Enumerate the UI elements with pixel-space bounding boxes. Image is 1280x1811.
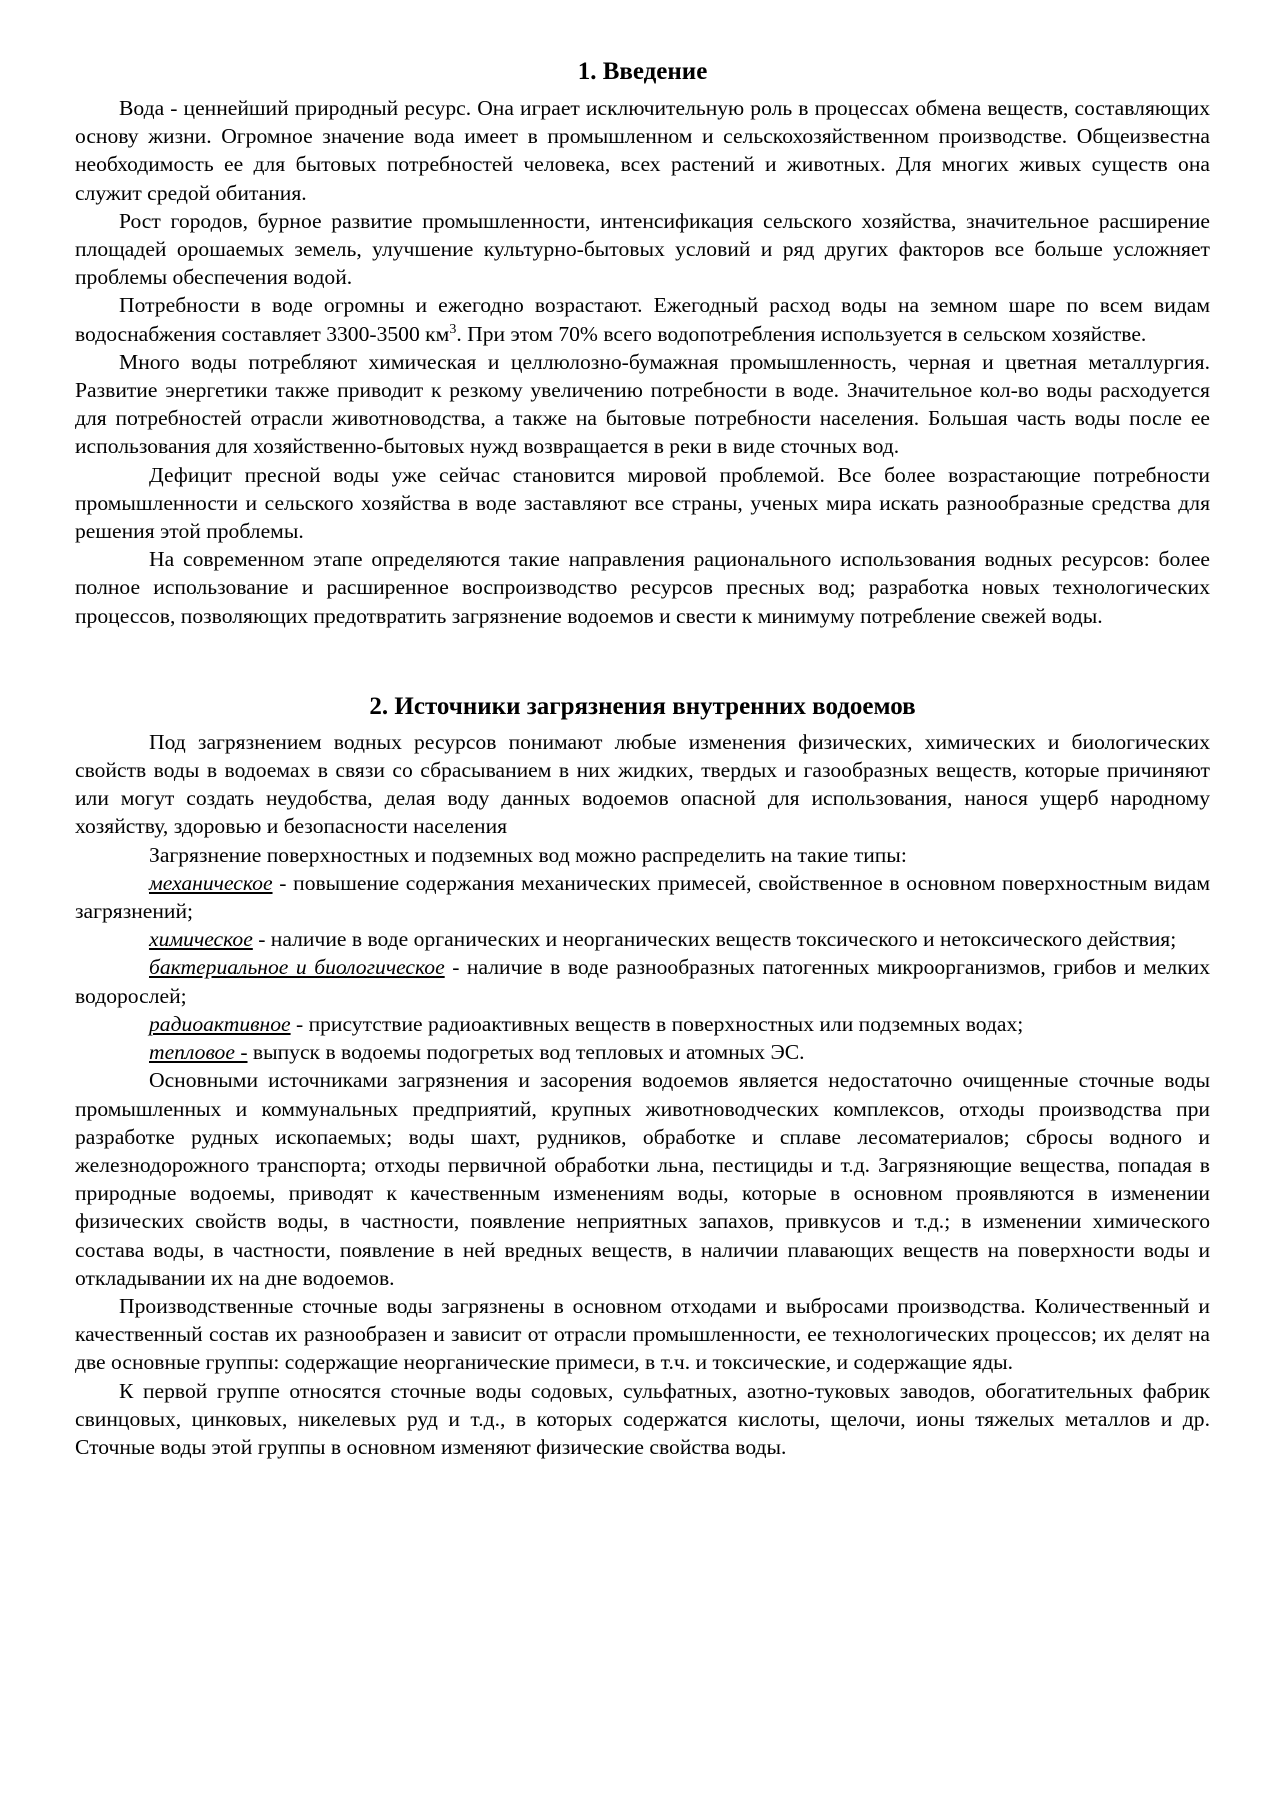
pollution-type-term: бактериальное и биологическое bbox=[149, 955, 445, 980]
paragraph-text: . При этом 70% всего водопотребления используется в сельском хозяйстве. bbox=[456, 321, 1147, 346]
pollution-type-description: - наличие в воде разнообразных патогенных микроорганизмов, грибов и мелких водорослей; bbox=[75, 955, 1210, 1008]
paragraph: Вода - ценнейший природный ресурс. Она играет исключительную роль в процессах обмена веществ, составляющих основу жизни. Огромное значение вода имеет в промышленном и сельскохозяйственном производстве. Общеизвестна необходимость ее для бытовых потребностей человека, всех растений и животных. Для многих живых существ она служит средой обитания. bbox=[75, 96, 1210, 205]
pollution-type-description: - повышение содержания механических примесей, свойственное в основном поверхностным видам загрязнений; bbox=[75, 870, 1210, 924]
paragraph: Рост городов, бурное развитие промышленности, интенсификация сельского хозяйства, значительное расширение площадей орошаемых земель, улучшение культурно-бытовых условий и ряд других факторов все больше усложняет проблемы обеспечения водой. bbox=[75, 208, 1210, 290]
pollution-type-term: механическое bbox=[149, 870, 273, 895]
paragraph bbox=[75, 291, 1210, 347]
paragraph: Много воды потребляют химическая и целлюлозно-бумажная промышленность, черная и цветная металлургия. Развитие энергетики также приводит к резкому увеличению потребности в воде. Значительное кол-во воды расходуется для потребностей отрасли животноводства, а также на бытовые потребности населения. Большая часть воды после ее использования для хозяйственно-бытовых нужд возвращается в реки в виде сточных вод. bbox=[75, 349, 1210, 459]
pollution-type-term: химическое bbox=[149, 927, 253, 952]
paragraph: Дефицит пресной воды уже сейчас становится мировой проблемой. Все более возрастающие потребности промышленности и сельского хозяйства в воде заставляют все страны, ученых мира искать разнообразные средства для решения этой проблемы. bbox=[75, 462, 1210, 544]
document-page bbox=[75, 57, 1210, 1461]
superscript: 3 bbox=[449, 321, 457, 337]
paragraph-text: Потребности в воде огромны и ежегодно возрастают. Ежегодный расход воды на земном шаре по всем видам водоснабжения составляет 3300-3500 км bbox=[75, 293, 1210, 346]
pollution-type-description: - наличие в воде органических и неорганических веществ токсического и нетоксического действия; bbox=[252, 927, 1177, 952]
paragraph: Под загрязнением водных ресурсов понимают любые изменения физических, химических и биологических свойств воды в водоемах в связи со сбрасыванием в них жидких, твердых и газообразных веществ, которые причиняют или могут создать неудобства, делая воду данных водоемов опасной для использования, нанося ущерб народному хозяйству, здоровью и безопасности населения bbox=[75, 729, 1210, 839]
section-1-heading: 1. Введение bbox=[577, 58, 708, 85]
section-2-heading: 2. Источники загрязнения внутренних водоемов bbox=[369, 692, 916, 720]
pollution-type-description: выпуск в водоемы подогретых вод тепловых и атомных ЭС. bbox=[247, 1040, 805, 1065]
pollution-type-item bbox=[75, 953, 1210, 1009]
pollution-type-item bbox=[75, 925, 1210, 953]
pollution-type-description: - присутствие радиоактивных веществ в поверхностных или подземных водах; bbox=[290, 1011, 1024, 1036]
paragraph: На современном этапе определяются такие направления рационального использования водных ресурсов: более полное использование и расширенное воспроизводство ресурсов пресных вод; разработка новых технологических процессов, позволяющих предотвратить загрязнение водоемов и свести к минимуму потребление свежей воды. bbox=[75, 547, 1210, 628]
pollution-type-item bbox=[75, 869, 1210, 925]
paragraph: Основными источниками загрязнения и засорения водоемов является недостаточно очищенные сточные воды промышленных и коммунальных предприятий, крупных животноводческих комплексов, отходы производства при разработке рудных ископаемых; воды шахт, рудников, обработке и сплаве лесоматериалов; сбросы водного и железнодорожного транспорта; отходы первичной обработки льна, пестициды и т.д. Загрязняющие вещества, попадая в природные водоемы, приводят к качественным изменениям воды, которые в основном проявляются в изменении физических свойств воды, в частности, появление неприятных запахов, привкусов и т.д.; в изменении химического состава воды, в частности, появление в ней вредных веществ, в наличии плавающих веществ на поверхности воды и откладывании их на дне водоемов. bbox=[75, 1068, 1210, 1290]
pollution-type-item bbox=[75, 1038, 1210, 1066]
pollution-type-term: тепловое - bbox=[149, 1040, 248, 1065]
paragraph: Производственные сточные воды загрязнены в основном отходами и выбросами производства. Количественный и качественный состав их разнообразен и зависит от отрасли промышленности, ее технологических процессов; их делят на две основные группы: содержащие неорганические примеси, в т.ч. и токсические, и содержащие яды. bbox=[75, 1293, 1210, 1375]
pollution-type-term: радиоактивное bbox=[149, 1011, 291, 1036]
pollution-type-item bbox=[75, 1010, 1210, 1038]
paragraph: Загрязнение поверхностных и подземных вод можно распределить на такие типы: bbox=[149, 842, 907, 867]
paragraph: К первой группе относятся сточные воды содовых, сульфатных, азотно-туковых заводов, обогатительных фабрик свинцовых, цинковых, никелевых руд и т.д., в которых содержатся кислоты, щелочи, ионы тяжелых металлов и др. Сточные воды этой группы в основном изменяют физические свойства воды. bbox=[75, 1378, 1210, 1459]
